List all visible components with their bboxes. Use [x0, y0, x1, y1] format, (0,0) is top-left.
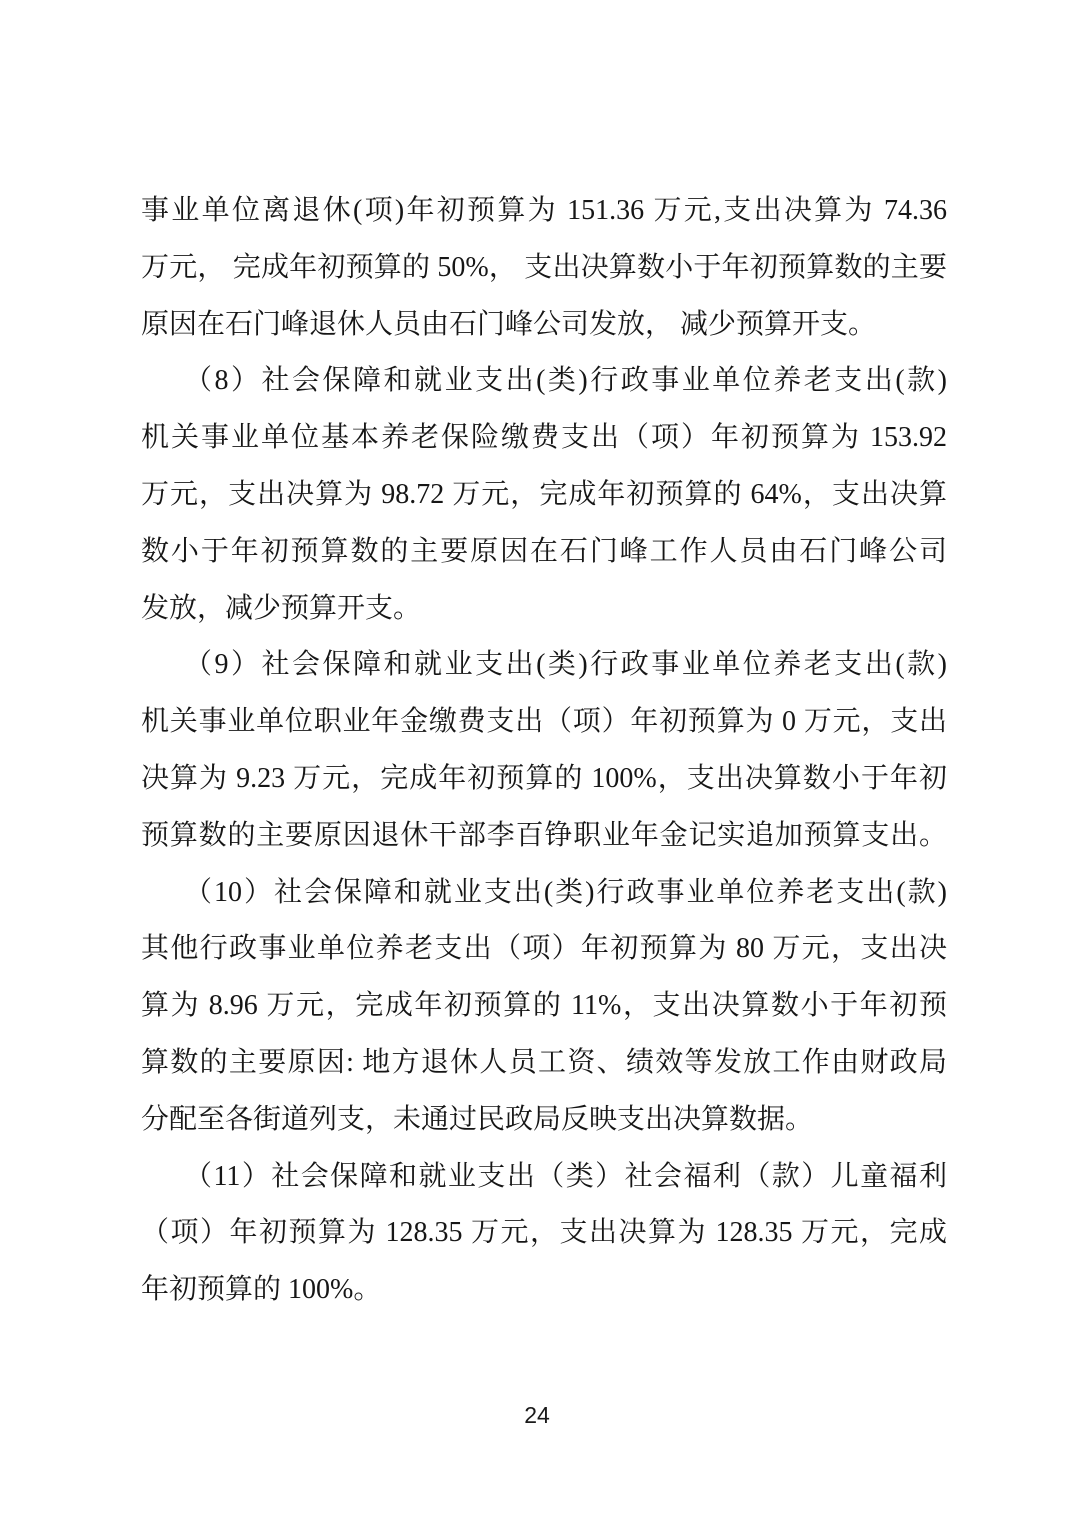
text-line: 万元， 完成年初预算的 50%， 支出决算数小于年初预算数的主要 — [141, 251, 947, 283]
text-line: （9）社会保障和就业支出(类)行政事业单位养老支出(款) — [184, 649, 947, 681]
page-number: 24 — [524, 1402, 550, 1428]
text-line: 数小于年初预算数的主要原因在石门峰工作人员由石门峰公司 — [141, 535, 947, 567]
text-line: 原因在石门峰退休人员由石门峰公司发放， 减少预算开支。 — [141, 308, 877, 340]
text-line: 其他行政事业单位养老支出（项）年初预算为 80 万元，支出决 — [141, 933, 947, 965]
text-line: 机关事业单位职业年金缴费支出（项）年初预算为 0 万元，支出 — [141, 706, 947, 738]
para-10 — [141, 865, 947, 1149]
text-line: 分配至各街道列支，未通过民政局反映支出决算数据。 — [141, 1103, 814, 1135]
para-7-continued — [141, 183, 947, 353]
text-line: 万元，支出决算为 98.72 万元，完成年初预算的 64%，支出决算 — [141, 478, 947, 510]
text-line: （10）社会保障和就业支出(类)行政事业单位养老支出(款) — [184, 876, 947, 908]
text-line: （项）年初预算为 128.35 万元，支出决算为 128.35 万元，完成 — [141, 1217, 947, 1249]
document-body — [141, 183, 947, 1319]
para-9 — [141, 637, 947, 864]
text-line: 年初预算的 100%。 — [141, 1274, 382, 1306]
text-line: 事业单位离退休(项)年初预算为 151.36 万元,支出决算为 74.36 — [141, 195, 947, 226]
text-line: 决算为 9.23 万元，完成年初预算的 100%，支出决算数小于年初 — [141, 762, 947, 794]
para-8 — [141, 353, 947, 637]
text-line: （8）社会保障和就业支出(类)行政事业单位养老支出(款) — [184, 365, 947, 397]
text-line: （11）社会保障和就业支出（类）社会福利（款）儿童福利 — [184, 1160, 947, 1192]
text-line: 算为 8.96 万元，完成年初预算的 11%，支出决算数小于年初预 — [141, 990, 947, 1022]
text-line: 发放，减少预算开支。 — [141, 592, 422, 624]
text-line: 算数的主要原因: 地方退休人员工资、绩效等发放工作由财政局 — [141, 1046, 947, 1078]
text-line: 机关事业单位基本养老保险缴费支出（项）年初预算为 153.92 — [141, 422, 947, 454]
text-line: 预算数的主要原因退休干部李百铮职业年金记实追加预算支出。 — [141, 819, 947, 851]
para-11 — [141, 1149, 947, 1319]
